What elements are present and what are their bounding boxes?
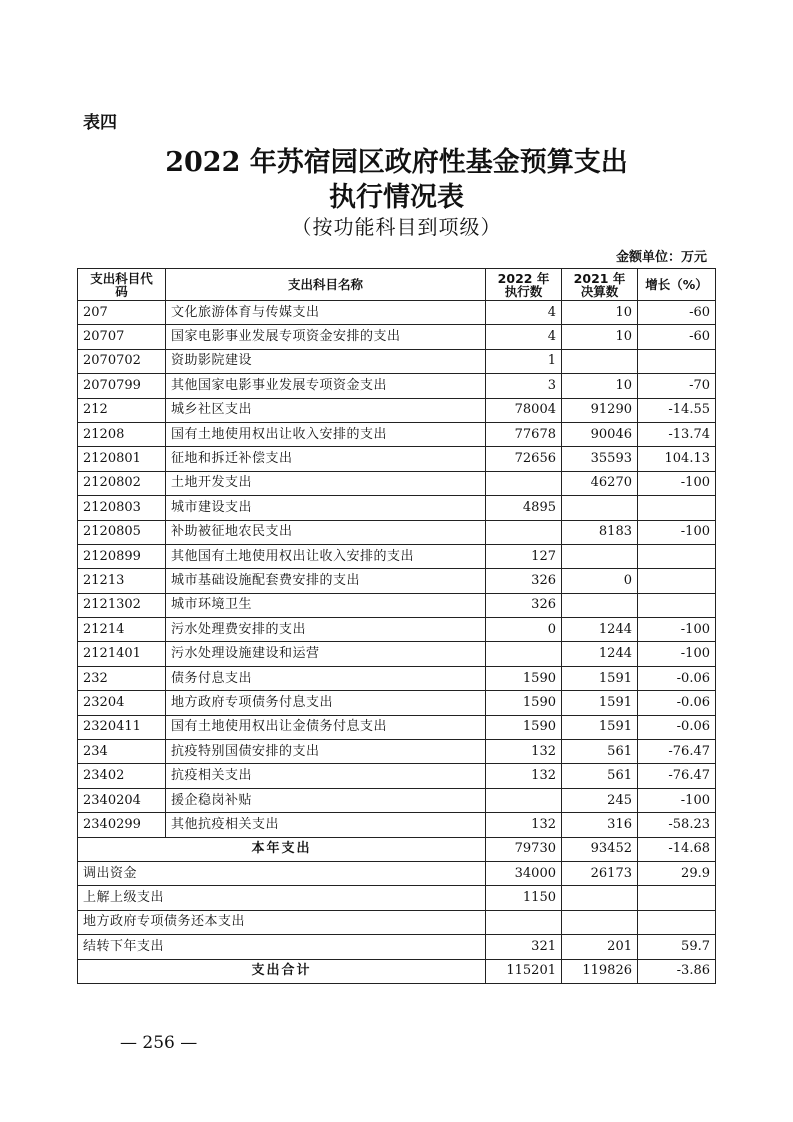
row-growth: -60 [638, 325, 716, 349]
row-value-2021 [562, 349, 638, 373]
row-value-2021: 561 [562, 740, 638, 764]
row-value-2022 [486, 520, 562, 544]
row-value-2021: 0 [562, 569, 638, 593]
row-value-2022: 1590 [486, 715, 562, 739]
page-subtitle: （按功能科目到项级） [291, 215, 502, 239]
row-growth: -100 [638, 618, 716, 642]
row-code: 2340204 [78, 788, 166, 812]
table-label: 表四 [83, 113, 117, 133]
row-value-2021: 316 [562, 813, 638, 837]
row-name: 国家电影事业发展专项资金安排的支出 [166, 325, 486, 349]
row-name: 国有土地使用权出让金债务付息支出 [166, 715, 486, 739]
row-name: 污水处理设施建设和运营 [166, 642, 486, 666]
row-value-2021: 1591 [562, 691, 638, 715]
extra-row-name: 上解上级支出 [78, 886, 486, 910]
row-code: 2120805 [78, 520, 166, 544]
table-row [78, 398, 716, 422]
row-name: 城乡社区支出 [166, 398, 486, 422]
row-value-2022: 0 [486, 618, 562, 642]
row-value-2022: 326 [486, 593, 562, 617]
table-row [78, 447, 716, 471]
subtotal-value-2022: 79730 [486, 837, 562, 861]
subtotal-value-2021: 93452 [562, 837, 638, 861]
expenditure-table [77, 268, 716, 984]
extra-row-value-2021: 201 [562, 935, 638, 959]
row-name: 城市基础设施配套费安排的支出 [166, 569, 486, 593]
extra-row-value-2022 [486, 910, 562, 934]
row-name: 地方政府专项债务付息支出 [166, 691, 486, 715]
header-2022: 2022 年执行数 [486, 269, 562, 301]
row-value-2022 [486, 642, 562, 666]
row-value-2021: 1244 [562, 618, 638, 642]
row-value-2022: 1590 [486, 666, 562, 690]
unit-note: 金额单位：万元 [615, 250, 707, 265]
table-row [78, 593, 716, 617]
row-code: 21208 [78, 422, 166, 446]
row-value-2021 [562, 496, 638, 520]
row-growth: -76.47 [638, 764, 716, 788]
row-name: 征地和拆迁补偿支出 [166, 447, 486, 471]
table-row [78, 740, 716, 764]
extra-row [78, 886, 716, 910]
row-code: 234 [78, 740, 166, 764]
row-value-2021: 46270 [562, 471, 638, 495]
row-value-2022: 4 [486, 325, 562, 349]
row-code: 207 [78, 301, 166, 325]
row-growth: -0.06 [638, 715, 716, 739]
row-value-2021: 1591 [562, 666, 638, 690]
row-name: 其他抗疫相关支出 [166, 813, 486, 837]
table-row [78, 374, 716, 398]
row-name: 土地开发支出 [166, 471, 486, 495]
row-growth [638, 349, 716, 373]
row-code: 212 [78, 398, 166, 422]
header-growth: 增长（%） [638, 269, 716, 301]
row-name: 文化旅游体育与传媒支出 [166, 301, 486, 325]
extra-row-growth: 29.9 [638, 861, 716, 885]
row-value-2021: 8183 [562, 520, 638, 544]
row-code: 2120899 [78, 544, 166, 568]
row-growth: -13.74 [638, 422, 716, 446]
extra-row-value-2021 [562, 910, 638, 934]
row-name: 债务付息支出 [166, 666, 486, 690]
page-title-line1: 2022 年苏宿园区政府性基金预算支出 [165, 147, 628, 178]
table-row [78, 569, 716, 593]
table-row [78, 520, 716, 544]
extra-row-name: 结转下年支出 [78, 935, 486, 959]
row-value-2021 [562, 544, 638, 568]
row-growth: -70 [638, 374, 716, 398]
row-growth: -14.55 [638, 398, 716, 422]
row-value-2022 [486, 471, 562, 495]
row-growth [638, 593, 716, 617]
row-name: 其他国家电影事业发展专项资金支出 [166, 374, 486, 398]
row-code: 21214 [78, 618, 166, 642]
subtotal-label: 本年支出 [78, 837, 486, 861]
row-growth: 104.13 [638, 447, 716, 471]
row-code: 23204 [78, 691, 166, 715]
row-growth: -100 [638, 788, 716, 812]
row-name: 污水处理费安排的支出 [166, 618, 486, 642]
table-row [78, 618, 716, 642]
row-code: 2340299 [78, 813, 166, 837]
extra-row [78, 861, 716, 885]
row-value-2021: 1244 [562, 642, 638, 666]
extra-row-value-2021: 26173 [562, 861, 638, 885]
extra-row-name: 地方政府专项债务还本支出 [78, 910, 486, 934]
row-growth: -76.47 [638, 740, 716, 764]
row-growth [638, 496, 716, 520]
row-name: 资助影院建设 [166, 349, 486, 373]
row-growth: -60 [638, 301, 716, 325]
row-name: 抗疫特别国债安排的支出 [166, 740, 486, 764]
row-code: 21213 [78, 569, 166, 593]
row-name: 城市环境卫生 [166, 593, 486, 617]
row-growth: -100 [638, 471, 716, 495]
table-row [78, 544, 716, 568]
header-code: 支出科目代码 [78, 269, 166, 301]
table-header-row [78, 269, 716, 301]
table-row [78, 764, 716, 788]
row-code: 23402 [78, 764, 166, 788]
row-code: 2070702 [78, 349, 166, 373]
extra-row-growth: 59.7 [638, 935, 716, 959]
row-value-2022: 326 [486, 569, 562, 593]
row-code: 2120801 [78, 447, 166, 471]
table-row [78, 666, 716, 690]
page-title-line2: 执行情况表 [329, 182, 464, 213]
table-row [78, 715, 716, 739]
table-row [78, 349, 716, 373]
row-value-2022: 127 [486, 544, 562, 568]
table-row [78, 422, 716, 446]
row-value-2022: 4895 [486, 496, 562, 520]
table-row [78, 642, 716, 666]
table-row [78, 301, 716, 325]
row-code: 2121302 [78, 593, 166, 617]
extra-row-name: 调出资金 [78, 861, 486, 885]
extra-row-growth [638, 910, 716, 934]
total-row [78, 959, 716, 983]
total-label: 支出合计 [78, 959, 486, 983]
row-value-2022: 1 [486, 349, 562, 373]
row-value-2021: 1591 [562, 715, 638, 739]
row-value-2022: 77678 [486, 422, 562, 446]
row-code: 20707 [78, 325, 166, 349]
row-name: 补助被征地农民支出 [166, 520, 486, 544]
table-row [78, 496, 716, 520]
row-value-2021: 561 [562, 764, 638, 788]
row-name: 城市建设支出 [166, 496, 486, 520]
subtotal-growth: -14.68 [638, 837, 716, 861]
subtotal-row [78, 837, 716, 861]
row-value-2022: 72656 [486, 447, 562, 471]
row-code: 2120803 [78, 496, 166, 520]
row-growth: -100 [638, 520, 716, 544]
row-value-2021: 90046 [562, 422, 638, 446]
row-code: 2320411 [78, 715, 166, 739]
table-row [78, 325, 716, 349]
row-name: 国有土地使用权出让收入安排的支出 [166, 422, 486, 446]
row-value-2022: 3 [486, 374, 562, 398]
row-code: 2121401 [78, 642, 166, 666]
row-growth: -0.06 [638, 691, 716, 715]
table-row [78, 813, 716, 837]
extra-row-value-2021 [562, 886, 638, 910]
header-2021: 2021 年决算数 [562, 269, 638, 301]
row-name: 援企稳岗补贴 [166, 788, 486, 812]
row-code: 232 [78, 666, 166, 690]
row-value-2021: 91290 [562, 398, 638, 422]
row-name: 其他国有土地使用权出让收入安排的支出 [166, 544, 486, 568]
row-value-2022: 1590 [486, 691, 562, 715]
extra-row-value-2022: 1150 [486, 886, 562, 910]
row-value-2021: 10 [562, 325, 638, 349]
row-value-2021: 245 [562, 788, 638, 812]
row-growth [638, 544, 716, 568]
row-value-2021: 10 [562, 374, 638, 398]
extra-row-growth [638, 886, 716, 910]
extra-row [78, 935, 716, 959]
row-growth: -100 [638, 642, 716, 666]
extra-row-value-2022: 321 [486, 935, 562, 959]
extra-row [78, 910, 716, 934]
row-value-2021: 10 [562, 301, 638, 325]
row-code: 2120802 [78, 471, 166, 495]
total-value-2021: 119826 [562, 959, 638, 983]
row-value-2022: 132 [486, 813, 562, 837]
table-row [78, 788, 716, 812]
row-growth [638, 569, 716, 593]
extra-row-value-2022: 34000 [486, 861, 562, 885]
row-value-2022: 132 [486, 740, 562, 764]
row-value-2022: 132 [486, 764, 562, 788]
row-code: 2070799 [78, 374, 166, 398]
row-growth: -0.06 [638, 666, 716, 690]
row-growth: -58.23 [638, 813, 716, 837]
row-value-2022 [486, 788, 562, 812]
row-name: 抗疫相关支出 [166, 764, 486, 788]
total-value-2022: 115201 [486, 959, 562, 983]
row-value-2021: 35593 [562, 447, 638, 471]
table-row [78, 471, 716, 495]
page-number: — 256 — [120, 1033, 198, 1053]
row-value-2022: 4 [486, 301, 562, 325]
row-value-2021 [562, 593, 638, 617]
table-row [78, 691, 716, 715]
row-value-2022: 78004 [486, 398, 562, 422]
header-name: 支出科目名称 [166, 269, 486, 301]
total-growth: -3.86 [638, 959, 716, 983]
